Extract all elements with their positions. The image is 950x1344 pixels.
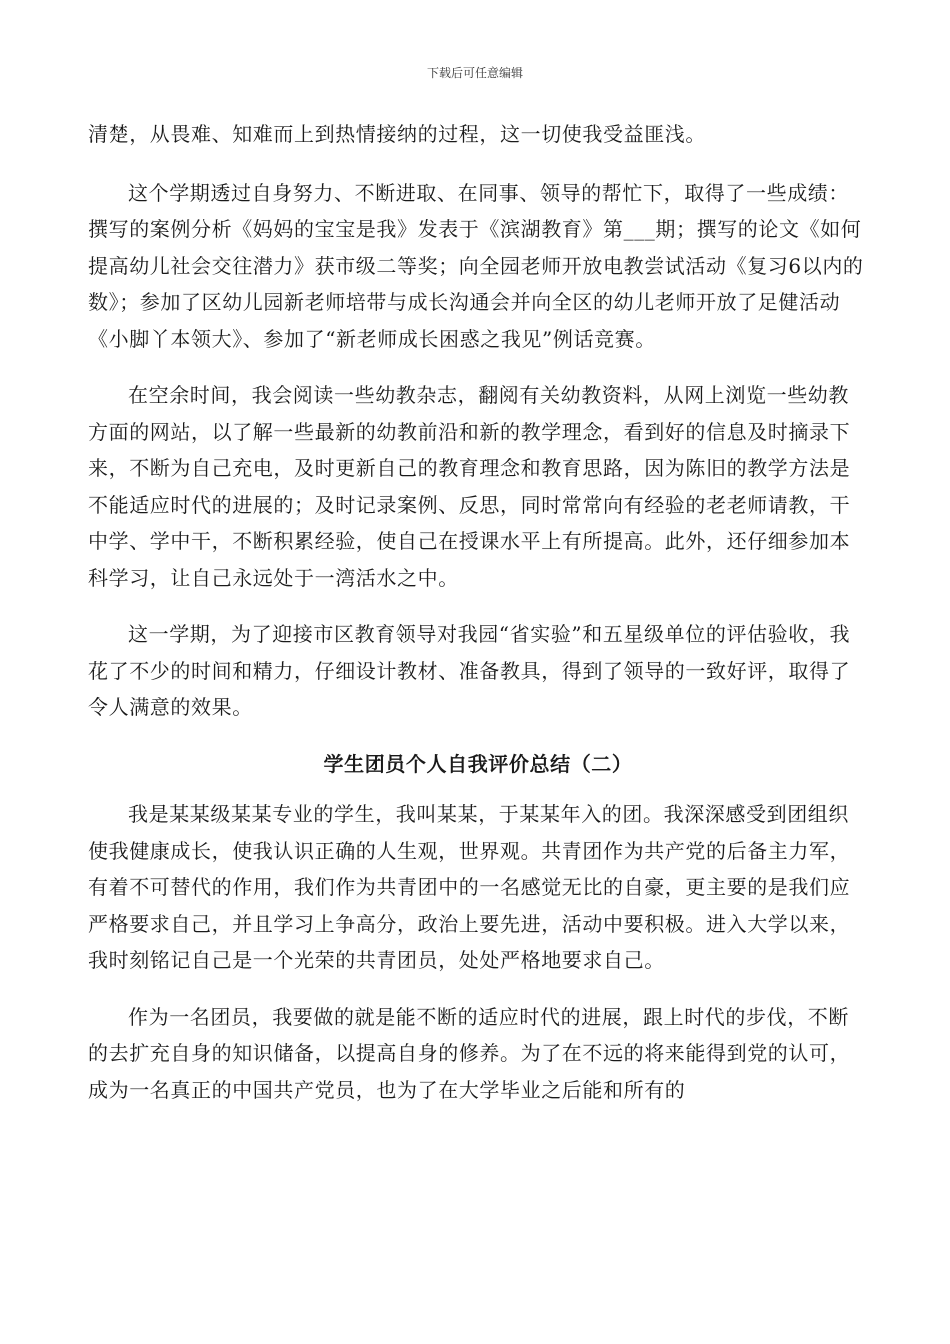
paragraph-member-duty: 作为一名团员，我要做的就是能不断的适应时代的进展，跟上时代的步伐，不断的去扩充自身的知识储备，以提高自身的修养。为了在不远的将来能得到党的认可，成为一名真正的中国共产党员，也为了在大学毕业之后能和所有的 bbox=[88, 1004, 851, 1102]
paragraph-continued: 清楚，从畏难、知难而上到热情接纳的过程，这一切使我受益匪浅。 bbox=[88, 122, 706, 146]
paragraph-intro: 我是某某级某某专业的学生，我叫某某，于某某年入的团。我深深感受到团组织使我健康成长，使我认识正确的人生观，世界观。共青团作为共产党的后备主力军，有着不可替代的作用，我们作为共青团中的一名感觉无比的自豪，更主要的是我们应严格要求自己，并且学习上争高分，政治上要先进，活动中要积极。进入大学以来，我时刻铭记自己是一个光荣的共青团员，处处严格地要求自己。 bbox=[88, 802, 851, 972]
section-title: 学生团员个人自我评价总结（二） bbox=[323, 751, 633, 776]
document-body bbox=[88, 116, 868, 1128]
paragraph-self-study: 在空余时间，我会阅读一些幼教杂志，翻阅有关幼教资料，从网上浏览一些幼教方面的网站，以了解一些最新的幼教前沿和新的教学理念，看到好的信息及时摘录下来，不断为自己充电，及时更新自己的教育理念和教育思路，因为陈旧的教学方法是不能适应时代的进展的；及时记录案例、反思，同时常常向有经验的老老师请教，干中学、学中干，不断积累经验，使自己在授课水平上有所提高。此外，还仔细参加本科学习，让自己永远处于一湾活水之中。 bbox=[88, 383, 851, 590]
paragraph-evaluation: 这一学期，为了迎接市区教育领导对我园“省实验”和五星级单位的评估验收，我花了不少的时间和精力，仔细设计教材、准备教具，得到了领导的一致好评，取得了令人满意的效果。 bbox=[88, 622, 851, 719]
page-header: 下载后可任意编辑 bbox=[426, 66, 523, 80]
paragraph-achievements: 这个学期透过自身努力、不断进取、在同事、领导的帮忙下，取得了一些成绩：撰写的案例分析《妈妈的宝宝是我》发表于《滨湖教育》第___期；撰写的论文《如何提高幼儿社会交往潜力》获市级二等奖；向全园老师开放电教尝试活动《复习6以内的数》；参加了区幼儿园新老师培带与成长沟通会并向全区的幼儿老师开放了足健活动《小脚丫本领大》、参加了“新老师成长困惑之我见”例话竞赛。 bbox=[88, 180, 864, 351]
